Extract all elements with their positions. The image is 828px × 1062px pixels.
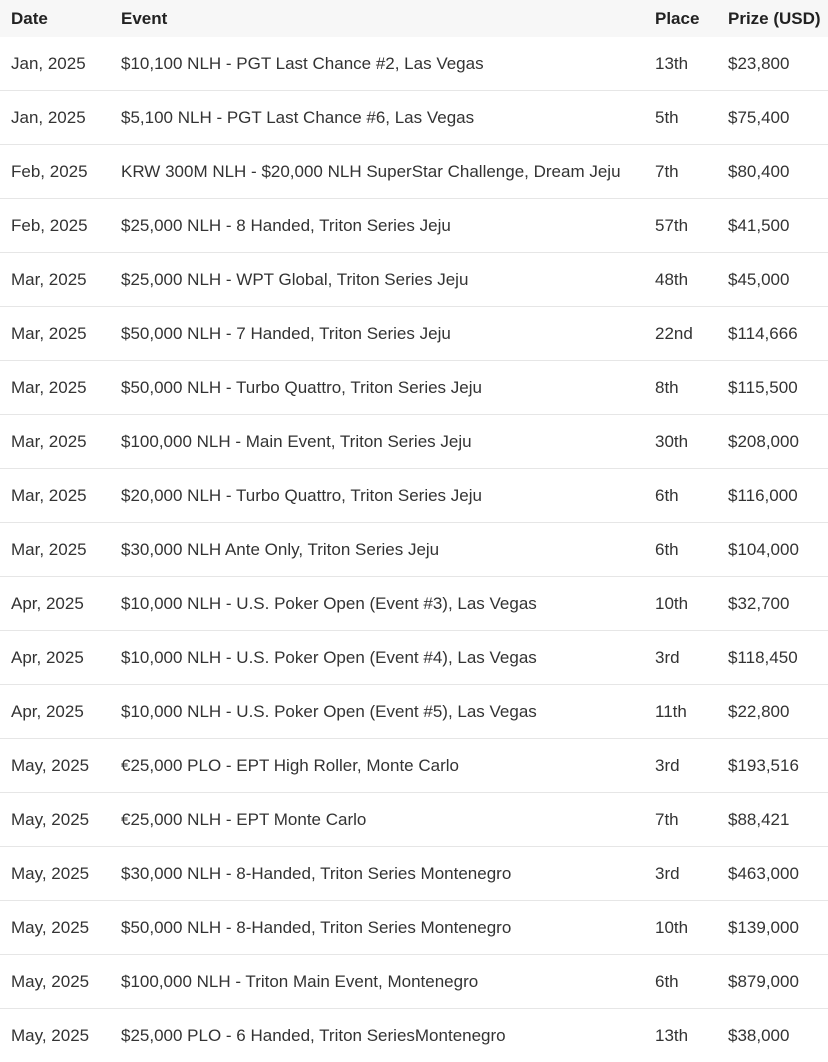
- cell-event: €25,000 NLH - EPT Monte Carlo: [110, 793, 644, 847]
- cell-prize: $104,000: [717, 523, 828, 577]
- cell-prize: $463,000: [717, 847, 828, 901]
- cell-date: May, 2025: [0, 955, 110, 1009]
- cell-place: 3rd: [644, 739, 717, 793]
- table-body: [0, 37, 828, 1062]
- table-row: [0, 901, 828, 955]
- cell-prize: $118,450: [717, 631, 828, 685]
- cell-prize: $88,421: [717, 793, 828, 847]
- cell-prize: $32,700: [717, 577, 828, 631]
- cell-place: 57th: [644, 199, 717, 253]
- cell-date: Jan, 2025: [0, 37, 110, 91]
- table-row: [0, 685, 828, 739]
- cell-place: 11th: [644, 685, 717, 739]
- cell-place: 5th: [644, 91, 717, 145]
- cell-place: 10th: [644, 901, 717, 955]
- header-row: [0, 0, 828, 37]
- header-date: Date: [0, 0, 110, 37]
- cell-event: $10,100 NLH - PGT Last Chance #2, Las Vegas: [110, 37, 644, 91]
- cell-prize: $193,516: [717, 739, 828, 793]
- table-row: [0, 199, 828, 253]
- cell-prize: $139,000: [717, 901, 828, 955]
- table-row: [0, 145, 828, 199]
- cell-prize: $879,000: [717, 955, 828, 1009]
- cell-place: 10th: [644, 577, 717, 631]
- header-place: Place: [644, 0, 717, 37]
- cell-prize: $41,500: [717, 199, 828, 253]
- cell-date: Feb, 2025: [0, 199, 110, 253]
- cell-place: 6th: [644, 955, 717, 1009]
- cell-date: May, 2025: [0, 847, 110, 901]
- cell-date: Mar, 2025: [0, 361, 110, 415]
- cell-date: Mar, 2025: [0, 469, 110, 523]
- cell-date: Feb, 2025: [0, 145, 110, 199]
- cell-event: $5,100 NLH - PGT Last Chance #6, Las Vegas: [110, 91, 644, 145]
- header-event: Event: [110, 0, 644, 37]
- cell-event: $100,000 NLH - Triton Main Event, Montenegro: [110, 955, 644, 1009]
- cell-date: May, 2025: [0, 739, 110, 793]
- cell-event: $50,000 NLH - 8-Handed, Triton Series Montenegro: [110, 901, 644, 955]
- cell-prize: $80,400: [717, 145, 828, 199]
- table-row: [0, 253, 828, 307]
- cell-event: $25,000 PLO - 6 Handed, Triton SeriesMontenegro: [110, 1009, 644, 1062]
- cell-event: $25,000 NLH - 8 Handed, Triton Series Jeju: [110, 199, 644, 253]
- cell-date: Mar, 2025: [0, 253, 110, 307]
- cell-place: 22nd: [644, 307, 717, 361]
- cell-place: 48th: [644, 253, 717, 307]
- cell-place: 6th: [644, 523, 717, 577]
- cell-prize: $208,000: [717, 415, 828, 469]
- cell-place: 6th: [644, 469, 717, 523]
- cell-event: $25,000 NLH - WPT Global, Triton Series Jeju: [110, 253, 644, 307]
- table-row: [0, 523, 828, 577]
- table-row: [0, 361, 828, 415]
- table-header: [0, 0, 828, 37]
- cell-prize: $45,000: [717, 253, 828, 307]
- cell-event: $100,000 NLH - Main Event, Triton Series Jeju: [110, 415, 644, 469]
- cell-place: 13th: [644, 1009, 717, 1062]
- table-row: [0, 577, 828, 631]
- cell-place: 3rd: [644, 631, 717, 685]
- table-row: [0, 415, 828, 469]
- table-row: [0, 847, 828, 901]
- table-row: [0, 955, 828, 1009]
- cell-date: Apr, 2025: [0, 577, 110, 631]
- cell-prize: $38,000: [717, 1009, 828, 1062]
- cell-event: $20,000 NLH - Turbo Quattro, Triton Series Jeju: [110, 469, 644, 523]
- table-row: [0, 91, 828, 145]
- cell-date: Apr, 2025: [0, 685, 110, 739]
- cell-place: 30th: [644, 415, 717, 469]
- cell-place: 7th: [644, 793, 717, 847]
- cell-prize: $115,500: [717, 361, 828, 415]
- header-prize: Prize (USD): [717, 0, 828, 37]
- cell-date: Mar, 2025: [0, 523, 110, 577]
- cell-event: $10,000 NLH - U.S. Poker Open (Event #4), Las Vegas: [110, 631, 644, 685]
- cell-prize: $23,800: [717, 37, 828, 91]
- cell-event: $30,000 NLH Ante Only, Triton Series Jeju: [110, 523, 644, 577]
- cell-event: $10,000 NLH - U.S. Poker Open (Event #5), Las Vegas: [110, 685, 644, 739]
- cell-date: Jan, 2025: [0, 91, 110, 145]
- cell-event: KRW 300M NLH - $20,000 NLH SuperStar Challenge, Dream Jeju: [110, 145, 644, 199]
- cell-prize: $114,666: [717, 307, 828, 361]
- table-row: [0, 469, 828, 523]
- cell-date: Mar, 2025: [0, 307, 110, 361]
- cell-event: $10,000 NLH - U.S. Poker Open (Event #3), Las Vegas: [110, 577, 644, 631]
- cell-prize: $22,800: [717, 685, 828, 739]
- table-row: [0, 631, 828, 685]
- cell-prize: $116,000: [717, 469, 828, 523]
- cell-event: $50,000 NLH - 7 Handed, Triton Series Jeju: [110, 307, 644, 361]
- table-row: [0, 37, 828, 91]
- cell-event: €25,000 PLO - EPT High Roller, Monte Carlo: [110, 739, 644, 793]
- table-row: [0, 739, 828, 793]
- cell-date: May, 2025: [0, 793, 110, 847]
- table-row: [0, 1009, 828, 1062]
- cell-date: Apr, 2025: [0, 631, 110, 685]
- cell-place: 8th: [644, 361, 717, 415]
- cell-place: 3rd: [644, 847, 717, 901]
- cell-event: $30,000 NLH - 8-Handed, Triton Series Montenegro: [110, 847, 644, 901]
- table-row: [0, 793, 828, 847]
- cell-event: $50,000 NLH - Turbo Quattro, Triton Series Jeju: [110, 361, 644, 415]
- cell-place: 13th: [644, 37, 717, 91]
- cell-date: May, 2025: [0, 1009, 110, 1062]
- cell-prize: $75,400: [717, 91, 828, 145]
- table-row: [0, 307, 828, 361]
- cell-date: Mar, 2025: [0, 415, 110, 469]
- cell-place: 7th: [644, 145, 717, 199]
- cell-date: May, 2025: [0, 901, 110, 955]
